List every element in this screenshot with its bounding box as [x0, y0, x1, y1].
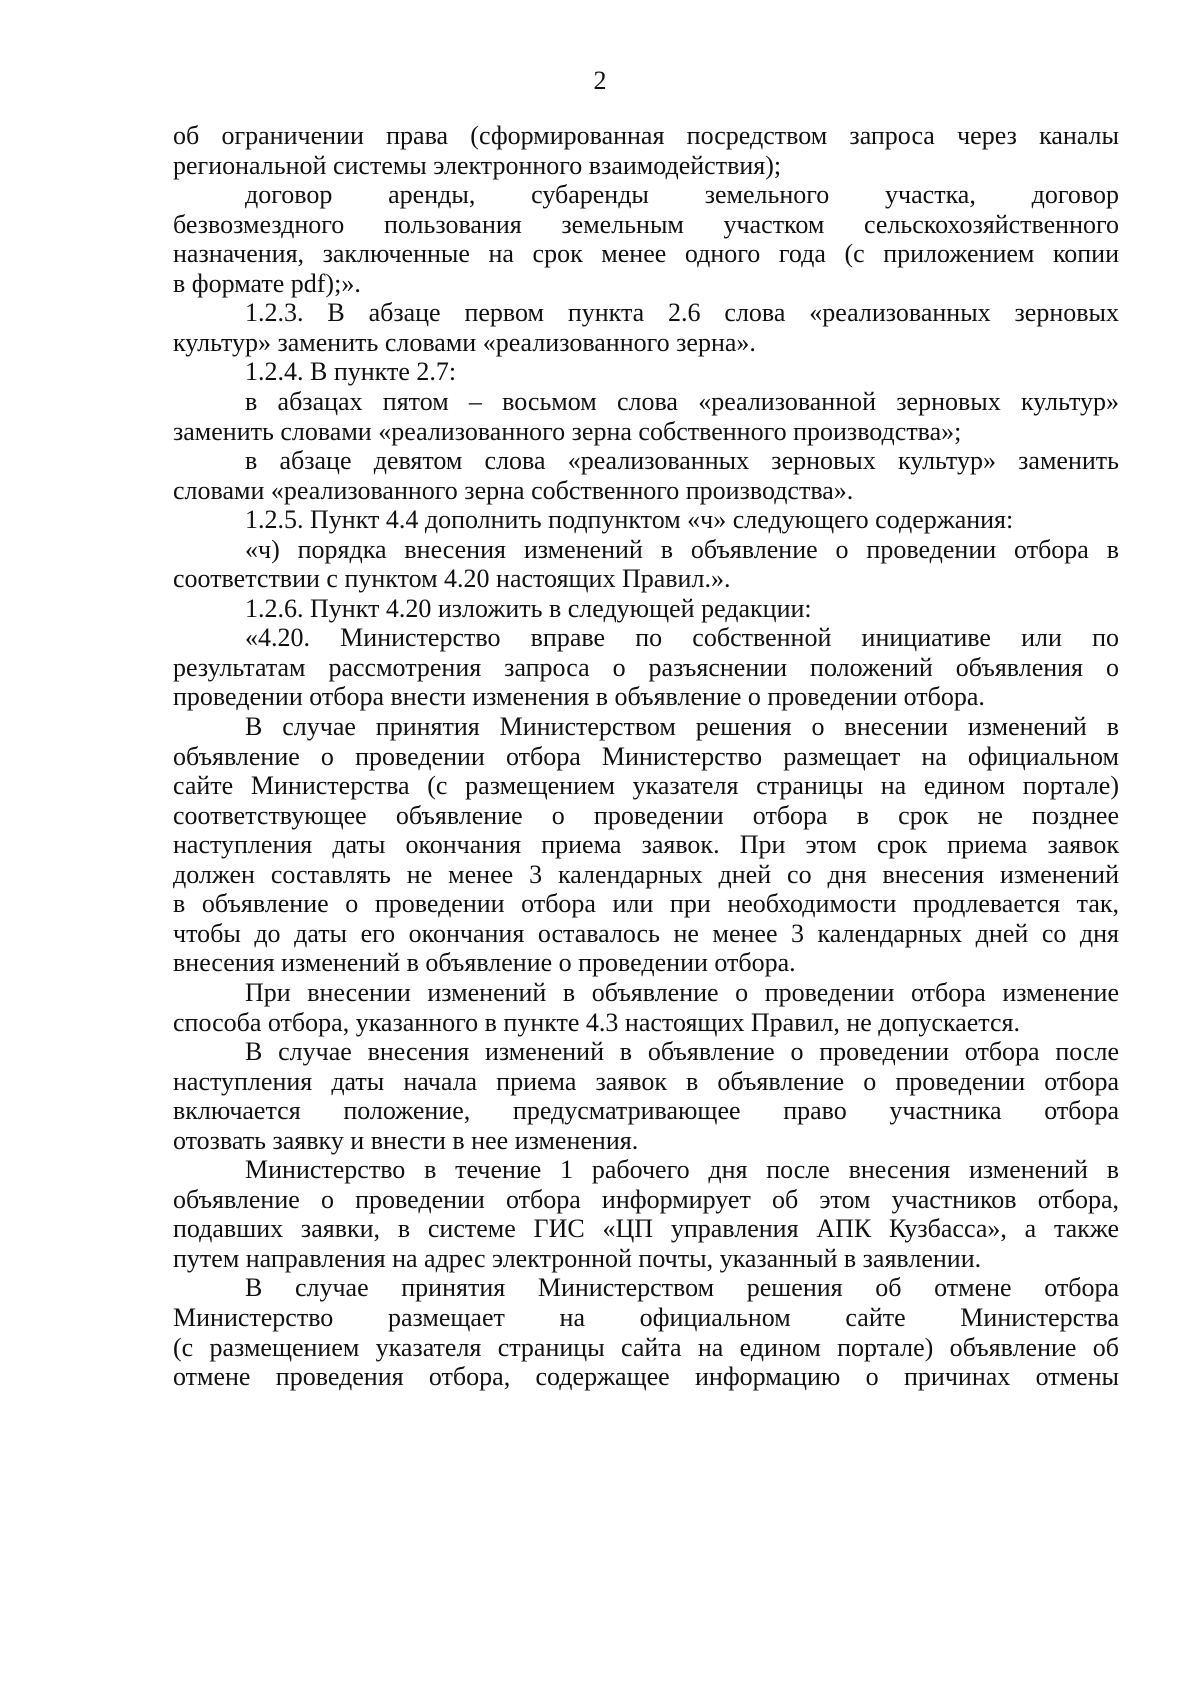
text-line: объявление о проведении отбора Министерство размещает на официальном — [173, 742, 1119, 771]
text-line: отмене проведения отбора, содержащее информацию о причинах отмены — [173, 1362, 1119, 1391]
text-line: региональной системы электронного взаимодействия); — [173, 151, 782, 180]
text-line: «ч) порядка внесения изменений в объявление о проведении отбора в — [245, 535, 1119, 564]
text-line: в абзаце девятом слова «реализованных зерновых культур» заменить — [245, 446, 1119, 475]
text-line: 1.2.4. В пункте 2.7: — [245, 357, 457, 386]
text-line: проведении отбора внести изменения в объявление о проведении отбора. — [173, 682, 985, 711]
text-line: словами «реализованного зерна собственного производства». — [173, 476, 854, 505]
text-line: культур» заменить словами «реализованного зерна». — [173, 328, 756, 357]
text-line: договор аренды, субаренды земельного участка, договор — [245, 180, 1119, 209]
text-line: способа отбора, указанного в пункте 4.3 настоящих Правил, не допускается. — [173, 1008, 1020, 1037]
text-line: В случае принятия Министерством решения о внесении изменений в — [245, 712, 1119, 741]
text-line: В случае внесения изменений в объявление о проведении отбора после — [245, 1037, 1119, 1066]
text-line: В случае принятия Министерством решения об отмене отбора — [245, 1273, 1119, 1302]
text-line: 1.2.3. В абзаце первом пункта 2.6 слова «реализованных зерновых — [245, 298, 1119, 327]
text-line: путем направления на адрес электронной почты, указанный в заявлении. — [173, 1244, 982, 1273]
text-line: назначения, заключенные на срок менее одного года (с приложением копии — [173, 239, 1119, 268]
text-line: 1.2.6. Пункт 4.20 изложить в следующей редакции: — [245, 594, 812, 623]
text-line: в формате pdf);». — [173, 269, 361, 298]
text-line: (с размещением указателя страницы сайта на едином портале) объявление об — [173, 1333, 1119, 1362]
text-line: наступления даты начала приема заявок в объявление о проведении отбора — [173, 1067, 1119, 1096]
text-line: сайте Министерства (с размещением указателя страницы на едином портале) — [173, 771, 1119, 800]
text-line: включается положение, предусматривающее право участника отбора — [173, 1096, 1119, 1125]
text-line: отозвать заявку и внести в нее изменения. — [173, 1126, 639, 1155]
text-line: «4.20. Министерство вправе по собственной инициативе или по — [245, 623, 1119, 652]
text-line: в абзацах пятом – восьмом слова «реализованной зерновых культур» — [245, 387, 1119, 416]
text-line: Министерство в течение 1 рабочего дня после внесения изменений в — [245, 1155, 1119, 1184]
text-line: наступления даты окончания приема заявок. При этом срок приема заявок — [173, 830, 1119, 859]
text-line: 1.2.5. Пункт 4.4 дополнить подпунктом «ч» следующего содержания: — [245, 505, 1014, 534]
page-number: 2 — [593, 66, 607, 95]
text-line: результатам рассмотрения запроса о разъяснении положений объявления о — [173, 653, 1119, 682]
text-line: соответствии с пунктом 4.20 настоящих Правил.». — [173, 564, 731, 593]
text-line: соответствующее объявление о проведении отбора в срок не позднее — [173, 801, 1119, 830]
text-line: заменить словами «реализованного зерна собственного производства»; — [173, 417, 962, 446]
text-line: должен составлять не менее 3 календарных дней со дня внесения изменений — [173, 860, 1119, 889]
text-line: об ограничении права (сформированная посредством запроса через каналы — [173, 121, 1119, 150]
text-line: подавших заявки, в системе ГИС «ЦП управления АПК Кузбасса», а также — [173, 1214, 1119, 1243]
text-line: Министерство размещает на официальном сайте Министерства — [173, 1303, 1119, 1332]
text-line: объявление о проведении отбора информирует об этом участников отбора, — [173, 1185, 1119, 1214]
text-line: безвозмездного пользования земельным участком сельскохозяйственного — [173, 210, 1119, 239]
text-line: внесения изменений в объявление о проведении отбора. — [173, 948, 796, 977]
text-line: При внесении изменений в объявление о проведении отбора изменение — [245, 978, 1119, 1007]
text-line: в объявление о проведении отбора или при необходимости продлевается так, — [173, 889, 1119, 918]
text-line: чтобы до даты его окончания оставалось не менее 3 календарных дней со дня — [173, 919, 1119, 948]
